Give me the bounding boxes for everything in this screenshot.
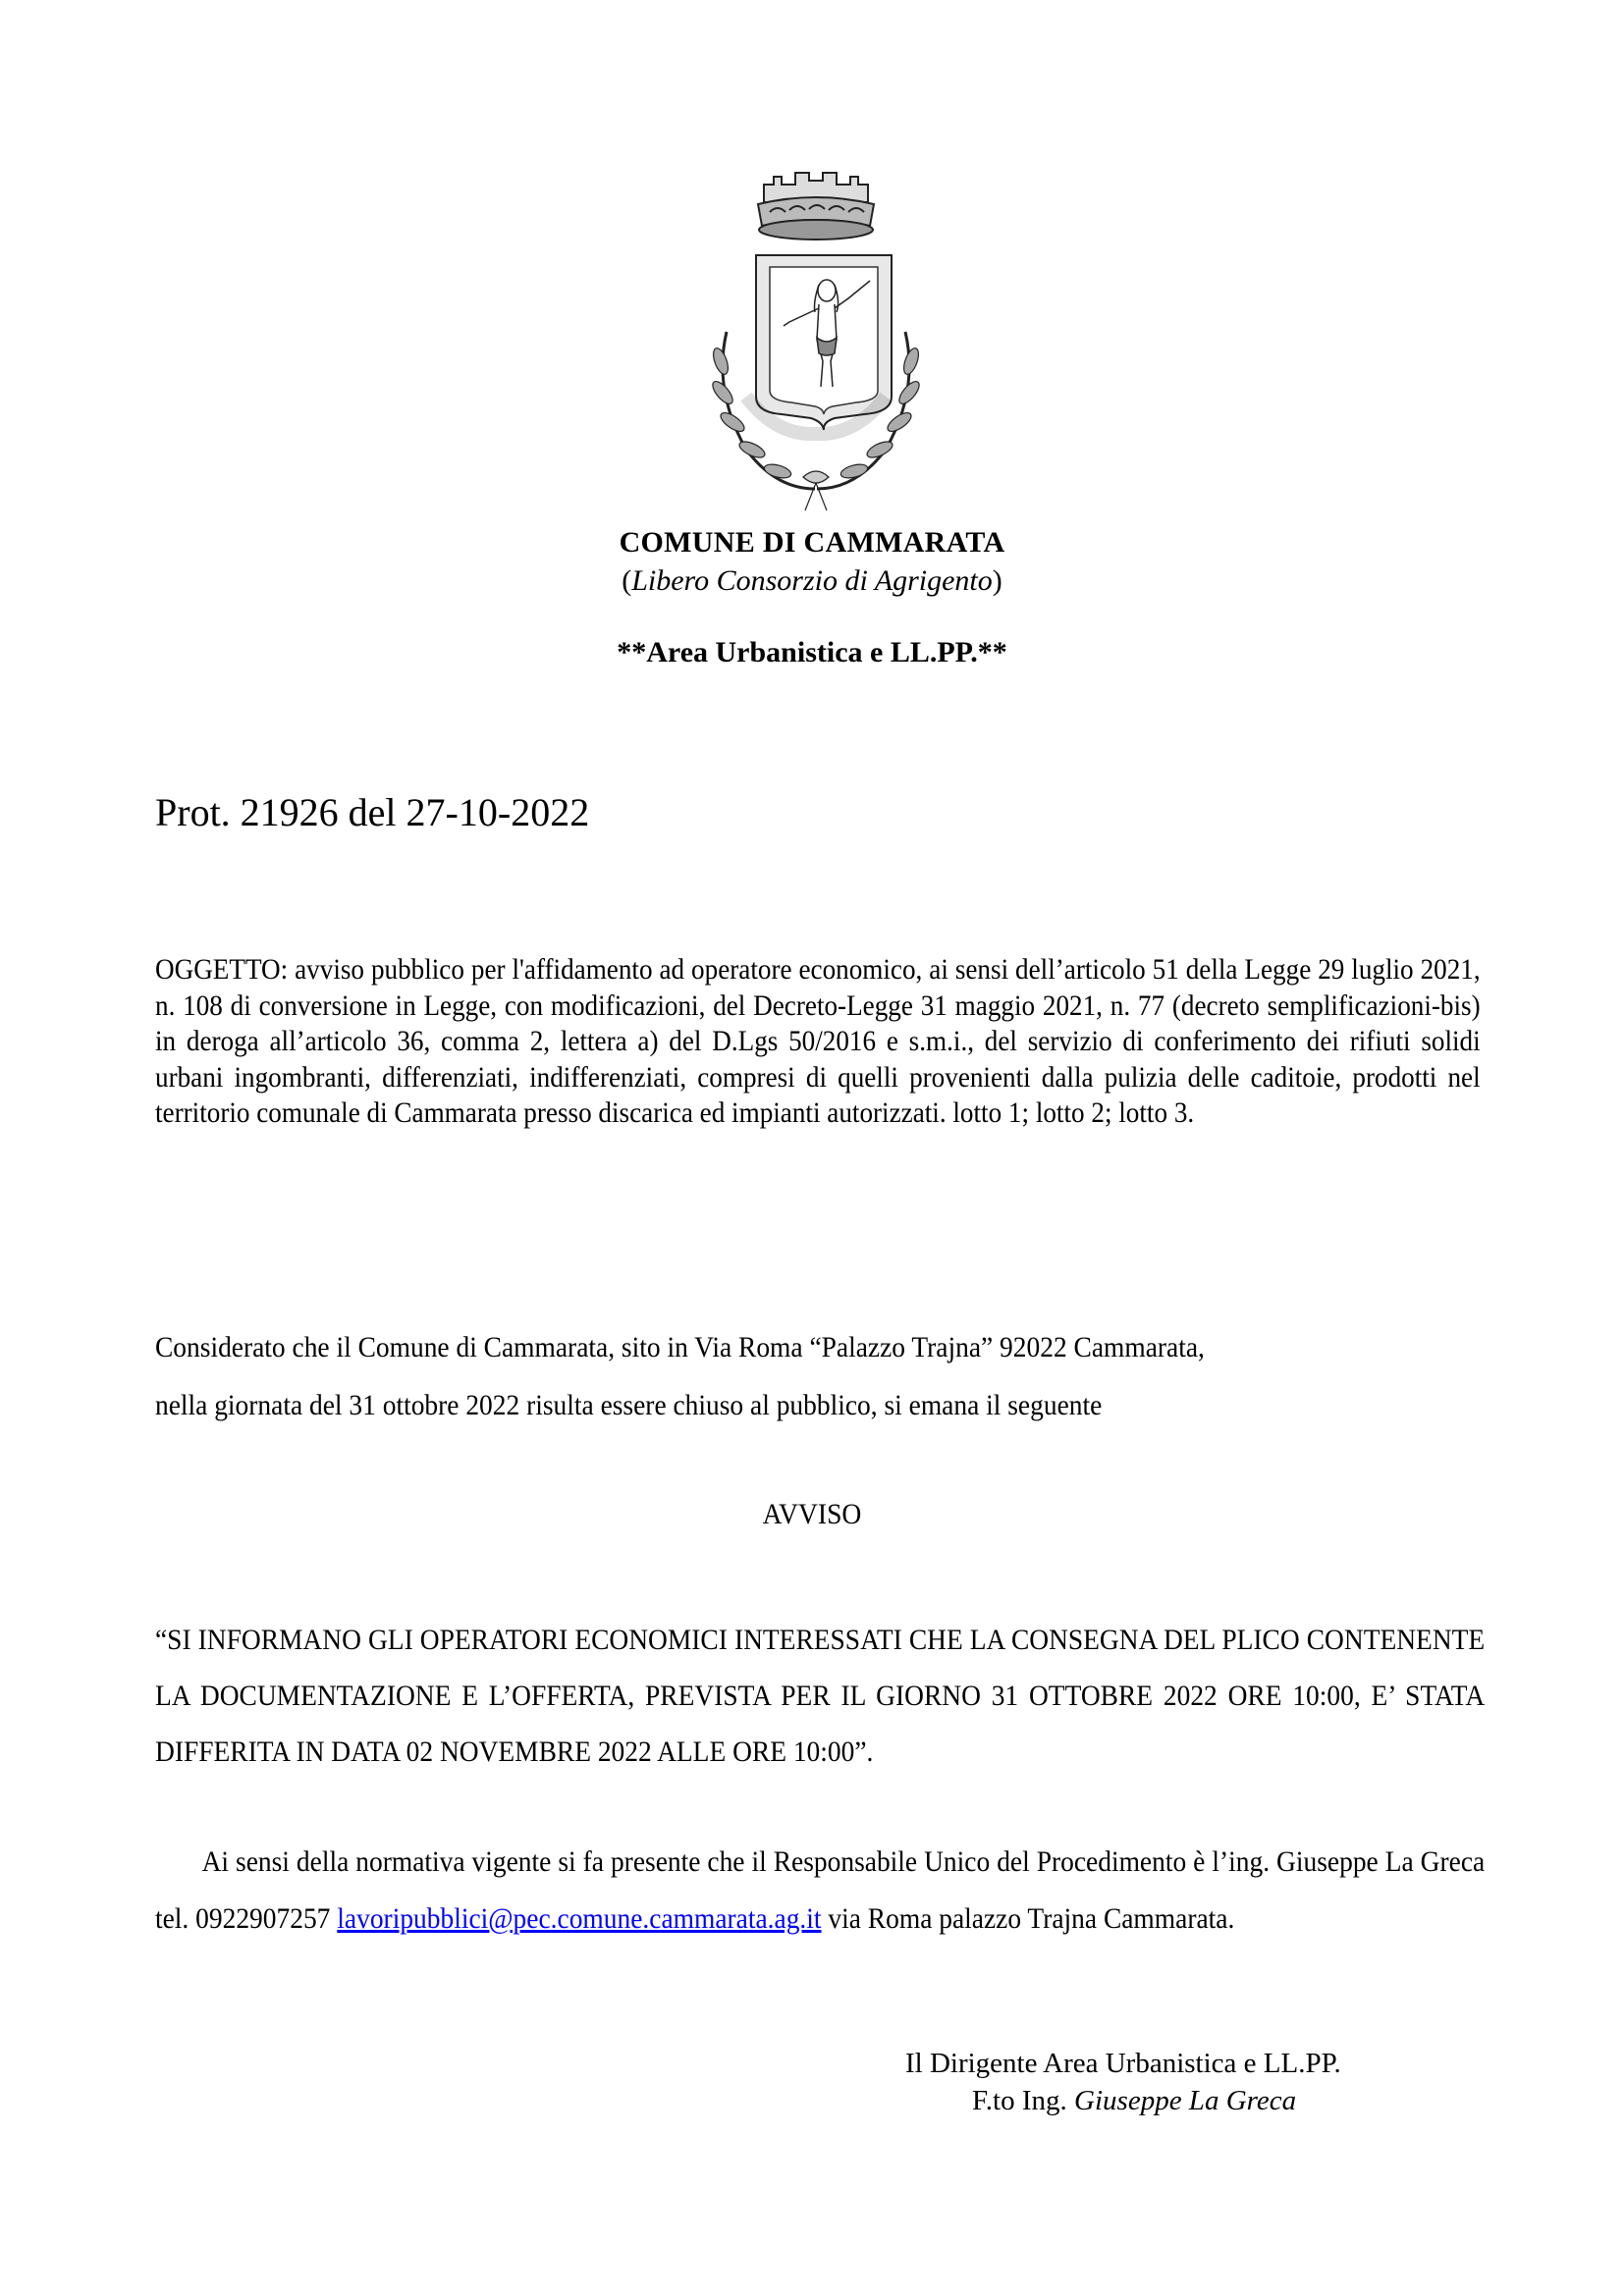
subject-paragraph: OGGETTO: avviso pubblico per l'affidamento ad operatore economico, ai sensi dell’articolo 51 della Legge 29 luglio 2021, n. 108 di conversione in Legge, con modificazioni, del Decreto-Legge 31 maggio 2021, n. 77 (decreto semplificazioni-bis) in deroga all’articolo 36, comma 2, lettera a) del D.Lgs 50/2016 e s.m.i., del servizio di conferimento dei rifiuti solidi urbani ingombranti, differenziati, indifferenziati, compresi di quelli provenienti dalla pulizia delle caditoie, prodotti nel territorio comunale di Cammarata presso discarica ed impianti autorizzati. lotto 1; lotto 2; lotto 3. <box>155 954 1481 1129</box>
email-link[interactable]: lavoripubblici@pec.comune.cammarata.ag.it <box>337 1902 822 1935</box>
notice-text: “SI INFORMANO GLI OPERATORI ECONOMICI INTERESSATI CHE LA CONSEGNA DEL PLICO CONTENENTE LA DOCUMENTAZIONE E L’OFFERTA, PREVISTA PER IL GIORNO 31 OTTOBRE 2022 ORE 10:00, E’ STATA DIFFERITA IN DATA 02 NOVEMBRE 2022 ALLE ORE 10:00”. <box>155 1624 1486 1768</box>
considerato-line-1: Considerato che il Comune di Cammarata, sito in Via Roma “Palazzo Trajna” 92022 Cammarata, <box>155 1331 1205 1363</box>
coat-of-arms-emblem <box>687 165 945 528</box>
municipality-title: COMUNE DI CAMMARATA <box>619 526 1005 559</box>
department-name: **Area Urbanistica e LL.PP.** <box>617 636 1007 668</box>
considerato-paragraph <box>155 1318 1485 1434</box>
considerato-line-2: nella giornata del 31 ottobre 2022 risulta essere chiuso al pubblico, si emana il seguente <box>155 1389 1103 1421</box>
protocol-number: Prot. 21926 del 27-10-2022 <box>155 790 590 834</box>
signature-prefix: F.to Ing. <box>972 2085 1075 2116</box>
coat-of-arms-icon <box>687 165 945 528</box>
subtitle-text: Libero Consorzio di Agrigento <box>631 564 993 597</box>
signature-role: Il Dirigente Area Urbanistica e LL.PP. <box>905 2048 1341 2079</box>
signatory-name: Giuseppe La Greca <box>1074 2085 1297 2116</box>
signature-name <box>972 2085 1296 2117</box>
rup-text-before: Ai sensi della normativa vigente si fa presente che il Responsabile Unico del Procedimento è l’ing. Giuseppe La Greca tel. 0922907257 <box>155 1845 1486 1935</box>
crown-icon <box>758 173 874 240</box>
rup-text-after: via Roma palazzo Trajna Cammarata. <box>821 1902 1235 1935</box>
paren-open: ( <box>622 564 632 597</box>
paren-close: ) <box>992 564 1002 597</box>
notice-heading: AVVISO <box>762 1498 862 1530</box>
rup-paragraph <box>155 1834 1485 1948</box>
municipality-subtitle <box>0 564 1624 598</box>
